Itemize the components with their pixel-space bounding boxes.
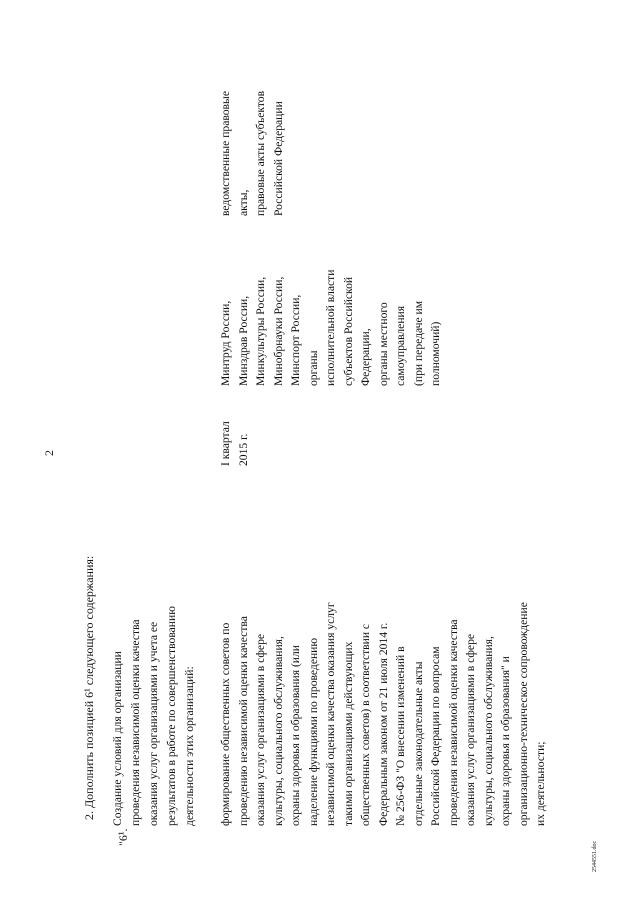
text-line: наделение функциями по проведению: [306, 637, 320, 826]
text-line: Минтруд России,: [219, 300, 232, 386]
position-number: "6¹.: [116, 828, 130, 846]
text-line: № 256-ФЗ "О внесении изменений в: [394, 646, 407, 826]
text-line: исполнительной власти: [324, 269, 337, 386]
text-line: I квартал: [219, 421, 232, 466]
footer-document-id: 2544551.doc: [592, 840, 598, 872]
text-line: акты,: [236, 189, 250, 216]
page-number: 2: [42, 450, 56, 456]
text-line: субъектов Российской: [341, 276, 355, 386]
text-line: ведомственные правовые: [219, 91, 232, 216]
text-line: Федеральным законом от 21 июля 2014 г.: [376, 622, 390, 826]
text-line: отдельные законодательные акты: [411, 661, 425, 826]
text-line: оказания услуг организациями и учета ее: [147, 621, 160, 826]
text-line: оказания услуг организациями в сфере: [464, 633, 477, 826]
text-line: (при передаче им: [411, 300, 425, 386]
text-line: Минспорт России,: [289, 294, 302, 386]
text-line: органы: [306, 350, 320, 386]
text-line: Федерации,: [359, 328, 372, 386]
text-line: такими организациями действующих: [341, 641, 355, 826]
text-line: Минобрнауки России,: [271, 276, 285, 386]
text-line: культуры, социального обслуживания,: [481, 636, 495, 826]
text-line: общественных советов) в соответствии с: [359, 623, 372, 826]
text-line: Российской Федерации по вопросам: [429, 646, 442, 826]
text-line: полномочий): [429, 321, 442, 386]
text-line: Создание условий для организации: [111, 651, 124, 826]
instruction-heading: 2. Дополнить позицией 6¹ следующего содержания:: [82, 555, 96, 820]
text-line: результатов в работе по совершенствованию: [165, 606, 178, 826]
text-line: Российской Федерации: [271, 101, 285, 216]
text-line: их деятельности;: [534, 741, 547, 826]
text-line: организационно-техническое сопровождение: [516, 602, 530, 826]
text-line: независимой оценки качества оказания услуг: [324, 602, 337, 826]
text-line: проведения независимой оценки качества: [129, 619, 142, 826]
text-line: органы местного: [376, 302, 390, 386]
text-line: деятельности этих организаций:: [183, 666, 196, 826]
text-line: Минкультуры России,: [254, 276, 267, 386]
text-line: 2015 г.: [236, 433, 250, 466]
text-line: оказания услуг организациями в сфере: [254, 633, 267, 826]
text-line: Минздрав России,: [236, 295, 250, 386]
text-line: охраны здоровья и образования (или: [289, 644, 302, 826]
text-line: правовые акты субъектов: [254, 90, 267, 216]
text-line: формирование общественных советов по: [219, 622, 232, 826]
text-line: культуры, социального обслуживания,: [271, 636, 285, 826]
text-line: охраны здоровья и образования" и: [499, 656, 512, 826]
text-line: проведения независимой оценки качества: [446, 619, 460, 826]
text-line: самоуправления: [394, 305, 407, 386]
text-line: проведению независимой оценки качества: [236, 616, 250, 826]
